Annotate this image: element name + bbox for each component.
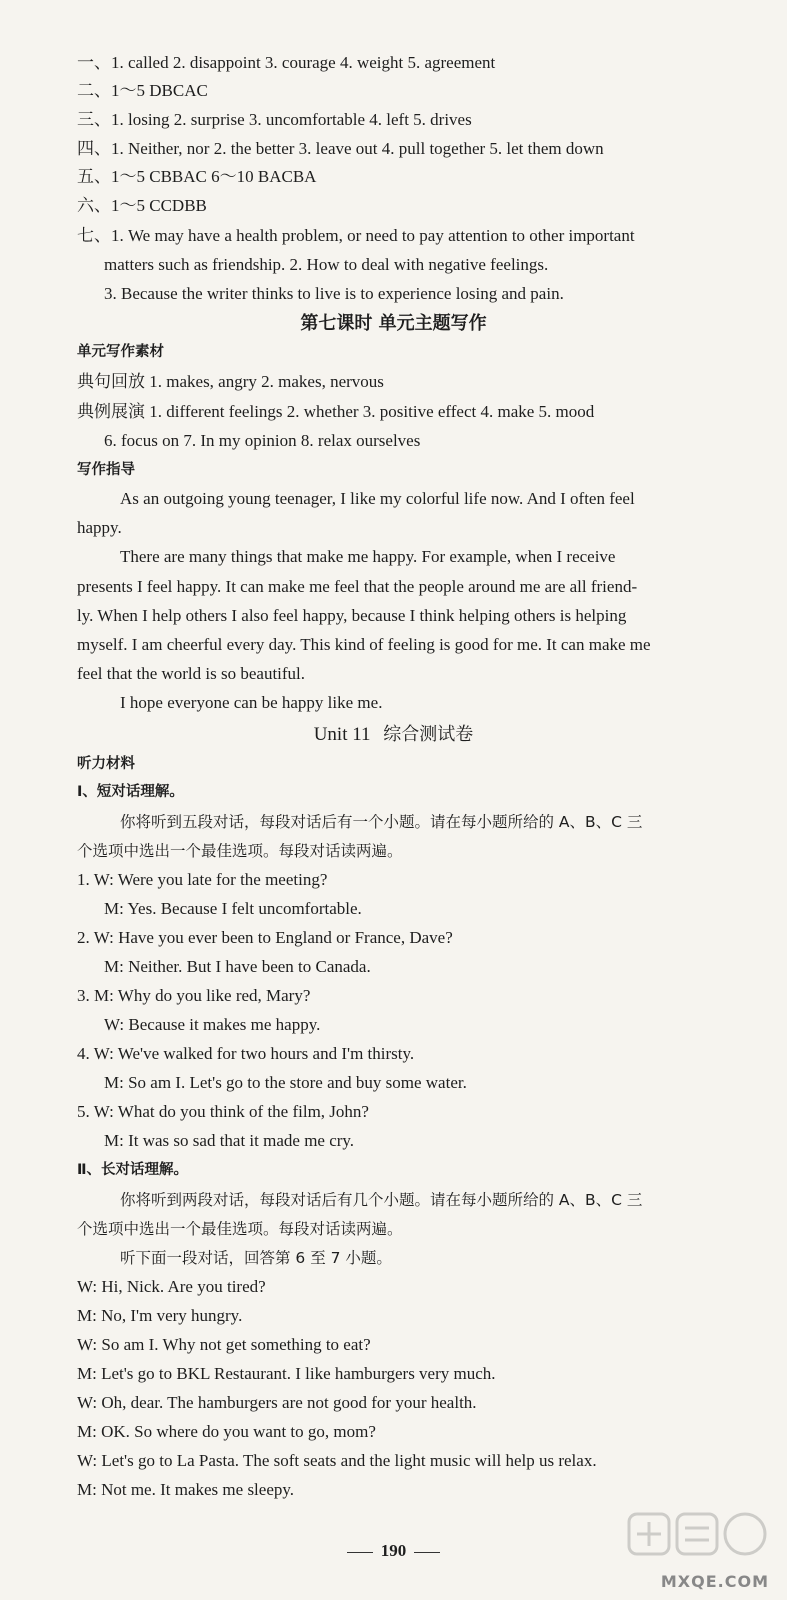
page-number-dash-right (414, 1552, 440, 1553)
dianli-line-1: 典例展演 1. different feelings 2. whether 3. positive effect 4. make 5. mood (77, 402, 595, 421)
answer-line-7a: 七、1. We may have a health problem, or need to pay attention to other important (77, 226, 635, 245)
essay-line: ly. When I help others I also feel happy, because I think helping others is helping (77, 606, 627, 625)
watermark-text: MXQE.COM (660, 1572, 769, 1591)
part1-heading: Ⅰ、短对话理解。 (77, 784, 184, 800)
part2-heading: Ⅱ、长对话理解。 (77, 1162, 189, 1178)
long-dialog-line: W: So am I. Why not get something to eat? (77, 1335, 371, 1354)
materials-heading: 单元写作素材 (77, 344, 164, 360)
lesson7-title: 第七课时 单元主题写作 (300, 313, 487, 334)
dialog-line: M: So am I. Let's go to the store and buy some water. (104, 1073, 467, 1092)
answer-line-1: 一、1. called 2. disappoint 3. courage 4. weight 5. agreement (77, 53, 496, 72)
answer-line-2: 二、1～5 DBCAC (77, 81, 208, 100)
dianli-line-2: 6. focus on 7. In my opinion 8. relax ourselves (104, 431, 421, 450)
part1-instruction-1: 你将听到五段对话，每段对话后有一个小题。请在每小题所给的 A、B、C 三 (120, 813, 643, 831)
long-dialog-line: M: OK. So where do you want to go, mom? (77, 1422, 376, 1441)
essay-line: There are many things that make me happy. For example, when I receive (120, 547, 616, 566)
long-dialog-line: M: Let's go to BKL Restaurant. I like hamburgers very much. (77, 1364, 496, 1383)
dialog-line: 4. W: We've walked for two hours and I'm thirsty. (77, 1044, 415, 1063)
essay-line: happy. (77, 518, 122, 537)
part2-instruction-1: 你将听到两段对话，每段对话后有几个小题。请在每小题所给的 A、B、C 三 (120, 1191, 643, 1209)
essay-line: As an outgoing young teenager, I like my colorful life now. And I often feel (120, 489, 635, 508)
dianju-line: 典句回放 1. makes, angry 2. makes, nervous (77, 372, 384, 391)
dialog-line: 5. W: What do you think of the film, John? (77, 1102, 369, 1121)
unit11-title-en: Unit 11 (313, 724, 371, 745)
answer-line-7c: 3. Because the writer thinks to live is to experience losing and pain. (104, 284, 564, 303)
guide-heading: 写作指导 (77, 462, 135, 478)
answer-line-4: 四、1. Neither, nor 2. the better 3. leave out 4. pull together 5. let them down (77, 139, 604, 158)
answer-line-7b: matters such as friendship. 2. How to deal with negative feelings. (104, 255, 549, 274)
answer-line-3: 三、1. losing 2. surprise 3. uncomfortable 4. left 5. drives (77, 110, 472, 129)
part2-subinstruction: 听下面一段对话，回答第 6 至 7 小题。 (120, 1249, 392, 1267)
long-dialog-line: W: Let's go to La Pasta. The soft seats and the light music will help us relax. (77, 1451, 597, 1470)
essay-line: feel that the world is so beautiful. (77, 664, 306, 683)
part1-instruction-2: 个选项中选出一个最佳选项。每段对话读两遍。 (77, 842, 403, 860)
dialog-line: 2. W: Have you ever been to England or France, Dave? (77, 928, 453, 947)
long-dialog-line: W: Oh, dear. The hamburgers are not good for your health. (77, 1393, 477, 1412)
answer-line-5: 五、1～5 CBBAC 6～10 BACBA (77, 167, 317, 186)
dialog-line: 1. W: Were you late for the meeting? (77, 870, 328, 889)
page-number-dash-left (347, 1552, 373, 1553)
dialog-line: 3. M: Why do you like red, Mary? (77, 986, 311, 1005)
essay-line: I hope everyone can be happy like me. (120, 693, 383, 712)
essay-line: presents I feel happy. It can make me feel that the people around me are all friend- (77, 577, 638, 596)
essay-line: myself. I am cheerful every day. This kind of feeling is good for me. It can make me (77, 635, 651, 654)
answer-line-6: 六、1～5 CCDBB (77, 196, 207, 215)
dialog-line: M: Yes. Because I felt uncomfortable. (104, 899, 362, 918)
long-dialog-line: W: Hi, Nick. Are you tired? (77, 1277, 266, 1296)
dialog-line: M: It was so sad that it made me cry. (104, 1131, 355, 1150)
page-number-value: 190 (380, 1541, 407, 1560)
long-dialog-line: M: No, I'm very hungry. (77, 1306, 243, 1325)
part2-instruction-2: 个选项中选出一个最佳选项。每段对话读两遍。 (77, 1220, 403, 1238)
unit11-title (0, 723, 787, 747)
dialog-line: M: Neither. But I have been to Canada. (104, 957, 371, 976)
unit11-title-cn: 综合测试卷 (383, 724, 474, 745)
long-dialog-line: M: Not me. It makes me sleepy. (77, 1480, 295, 1499)
dialog-line: W: Because it makes me happy. (104, 1015, 321, 1034)
listening-heading: 听力材料 (77, 756, 135, 772)
